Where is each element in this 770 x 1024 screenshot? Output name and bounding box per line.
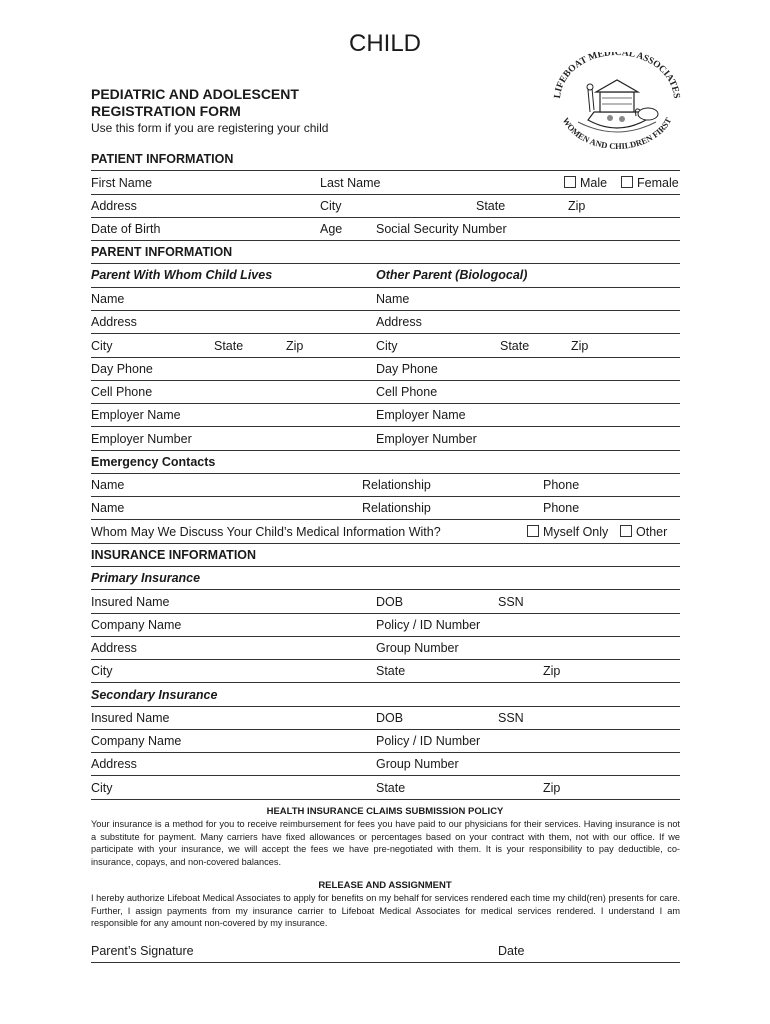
divider: [91, 450, 680, 451]
emergency2-phone-label: Phone: [543, 501, 580, 515]
release-assignment-text: I hereby authorize Lifeboat Medical Associates to apply for benefits on my behalf for services rendered each time my child(ren) presents for care. Further, I assign payments from my insurance carrier to Lifeboat Medical Associates for medical services rendered. I understand I am responsible for any amount non-covered by my insurance.: [91, 893, 680, 928]
parent1-day-phone-label: Day Phone: [91, 362, 153, 376]
divider: [91, 263, 680, 264]
divider: [91, 380, 680, 381]
patient-last-name-label: Last Name: [320, 176, 381, 190]
male-label: Male: [580, 176, 608, 190]
parent1-employer-number-label: Employer Number: [91, 432, 192, 446]
secondary-address-label: Address: [91, 757, 137, 771]
divider: [91, 589, 680, 590]
primary-insured-name-label: Insured Name: [91, 595, 170, 609]
parent1-cell-phone-label: Cell Phone: [91, 385, 153, 399]
divider: [91, 775, 680, 776]
form-subtitle: Use this form if you are registering your child: [91, 121, 329, 135]
divider: [91, 170, 680, 171]
parent-lives-with-heading: Parent With Whom Child Lives: [91, 268, 273, 282]
other-checkbox[interactable]: [620, 525, 632, 537]
divider: [91, 799, 680, 800]
parent1-state-label: State: [214, 339, 244, 353]
parent1-city-label: City: [91, 339, 113, 353]
claims-policy-title: HEALTH INSURANCE CLAIMS SUBMISSION POLICY: [266, 806, 504, 817]
emergency1-relationship-label: Relationship: [362, 478, 431, 492]
myself-only-label: Myself Only: [543, 525, 609, 539]
parent2-zip-label: Zip: [571, 339, 589, 353]
primary-city-label: City: [91, 664, 113, 678]
divider: [91, 333, 680, 334]
primary-insurance-heading: Primary Insurance: [91, 571, 201, 585]
form-title: [91, 86, 299, 120]
divider: [91, 543, 680, 544]
divider: [91, 194, 680, 195]
emergency-contacts-heading: Emergency Contacts: [91, 455, 216, 469]
patient-state-label: State: [476, 199, 506, 213]
parent1-address-label: Address: [91, 315, 137, 329]
parent2-employer-number-label: Employer Number: [376, 432, 477, 446]
secondary-company-name-label: Company Name: [91, 734, 182, 748]
parent-signature-label: Parent’s Signature: [91, 944, 194, 958]
primary-ssn-label: SSN: [498, 595, 524, 609]
emergency1-name-label: Name: [91, 478, 125, 492]
primary-address-label: Address: [91, 641, 137, 655]
secondary-dob-label: DOB: [376, 711, 404, 725]
parent1-name-label: Name: [91, 292, 125, 306]
parent2-name-label: Name: [376, 292, 410, 306]
patient-address-label: Address: [91, 199, 137, 213]
patient-info-heading: PATIENT INFORMATION: [91, 152, 234, 166]
primary-zip-label: Zip: [543, 664, 561, 678]
parent2-day-phone-label: Day Phone: [376, 362, 438, 376]
claims-policy-text: Your insurance is a method for you to receive reimbursement for fees you have paid to our physicians for their services. Having insurance is not a substitute for payment. Many carriers have fixed allowances or percentages based on your contract with them, not with our office. If we participate with your insurance, we will accept the fees we have pre-negotiated with them. It is your responsibility to pay deductible, co-insurance, copays, and non-covered balances.: [91, 819, 680, 867]
divider: [91, 357, 680, 358]
parent2-employer-name-label: Employer Name: [376, 408, 466, 422]
secondary-insurance-heading: Secondary Insurance: [91, 688, 218, 702]
parent2-state-label: State: [500, 339, 530, 353]
form-title-line1: PEDIATRIC AND ADOLESCENT: [91, 86, 299, 102]
logo-bottom-text: WOMEN AND CHILDREN FIRST: [560, 115, 674, 152]
insurance-info-heading: INSURANCE INFORMATION: [91, 548, 257, 562]
patient-city-label: City: [320, 199, 342, 213]
divider: [91, 426, 680, 427]
primary-company-name-label: Company Name: [91, 618, 182, 632]
ark-with-animals-icon: [548, 52, 686, 160]
parent2-city-label: City: [376, 339, 398, 353]
logo-top-text: LIFEBOAT MEDICAL ASSOCIATES: [552, 52, 682, 99]
divider: [91, 636, 680, 637]
patient-ssn-label: Social Security Number: [376, 222, 507, 236]
patient-age-label: Age: [320, 222, 343, 236]
parent1-employer-name-label: Employer Name: [91, 408, 181, 422]
patient-dob-label: Date of Birth: [91, 222, 161, 236]
lifeboat-logo: [548, 52, 686, 160]
primary-policy-label: Policy / ID Number: [376, 618, 481, 632]
divider: [91, 519, 680, 520]
date-label: Date: [498, 944, 525, 958]
divider: [91, 659, 680, 660]
primary-group-label: Group Number: [376, 641, 459, 655]
divider: [91, 403, 680, 404]
parent1-zip-label: Zip: [286, 339, 304, 353]
parent2-address-label: Address: [376, 315, 422, 329]
signature-line[interactable]: [91, 962, 680, 963]
divider: [91, 287, 680, 288]
discuss-medical-info-label: Whom May We Discuss Your Child’s Medical Information With?: [91, 525, 441, 539]
primary-dob-label: DOB: [376, 595, 404, 609]
other-parent-heading: Other Parent (Biologocal): [376, 268, 528, 282]
myself-only-checkbox-group[interactable]: [527, 525, 608, 539]
secondary-group-label: Group Number: [376, 757, 459, 771]
parent2-cell-phone-label: Cell Phone: [376, 385, 438, 399]
release-assignment-title: RELEASE AND ASSIGNMENT: [318, 880, 452, 891]
divider: [91, 613, 680, 614]
divider: [91, 217, 680, 218]
secondary-city-label: City: [91, 781, 113, 795]
patient-first-name-label: First Name: [91, 176, 153, 190]
secondary-policy-label: Policy / ID Number: [376, 734, 481, 748]
other-checkbox-group[interactable]: [620, 525, 667, 539]
secondary-insured-name-label: Insured Name: [91, 711, 170, 725]
primary-state-label: State: [376, 664, 406, 678]
secondary-ssn-label: SSN: [498, 711, 524, 725]
divider: [91, 496, 680, 497]
other-label: Other: [636, 525, 668, 539]
myself-only-checkbox[interactable]: [527, 525, 539, 537]
female-label: Female: [637, 176, 679, 190]
male-checkbox[interactable]: [564, 176, 576, 188]
parent-info-heading: PARENT INFORMATION: [91, 245, 233, 259]
emergency1-phone-label: Phone: [543, 478, 580, 492]
secondary-state-label: State: [376, 781, 406, 795]
secondary-zip-label: Zip: [543, 781, 561, 795]
emergency2-relationship-label: Relationship: [362, 501, 431, 515]
divider: [91, 310, 680, 311]
divider: [91, 752, 680, 753]
page-title: CHILD: [348, 30, 421, 57]
female-checkbox-group[interactable]: [621, 176, 679, 190]
divider: [91, 729, 680, 730]
patient-zip-label: Zip: [568, 199, 586, 213]
divider: [91, 706, 680, 707]
divider: [91, 240, 680, 241]
emergency2-name-label: Name: [91, 501, 125, 515]
divider: [91, 566, 680, 567]
divider: [91, 473, 680, 474]
female-checkbox[interactable]: [621, 176, 633, 188]
form-title-line2: REGISTRATION FORM: [91, 103, 241, 119]
male-checkbox-group[interactable]: [564, 176, 607, 190]
divider: [91, 682, 680, 683]
